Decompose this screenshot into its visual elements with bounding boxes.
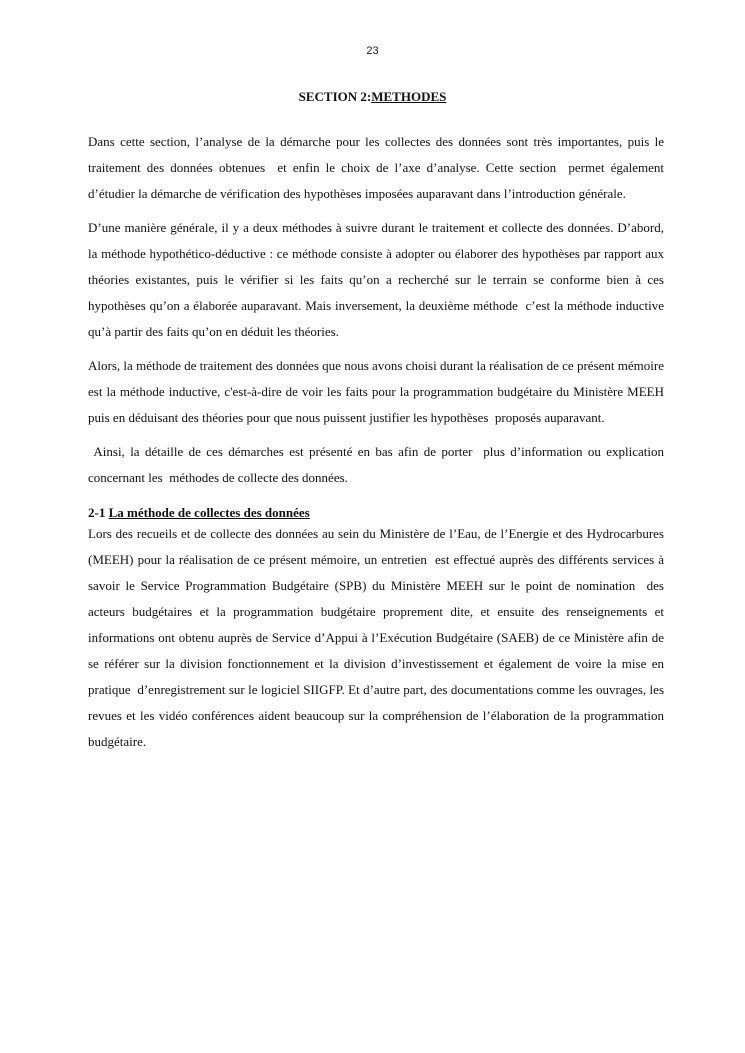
paragraph-chosen-method: Alors, la méthode de traitement des données que nous avons choisi durant la réalisation de ce présent mémoire est la méthode inductive, c'est-à-dire de voir les faits pour la programmation budgétaire du Ministère MEEH puis en déduisant des théories pour que nous puissent justifier les hypothèses proposés auparavant. <box>88 358 668 425</box>
subsection-number: 2-1 <box>88 505 109 520</box>
subsection-title: La méthode de collectes des données <box>108 505 310 520</box>
page-number: 23 <box>366 45 379 57</box>
paragraph-methods: D’une manière générale, il y a deux méthodes à suivre durant le traitement et collecte des données. D’abord, la méthode hypothético-déductive : ce méthode consiste à adopter ou élaborer des hypothèses par rapport aux théories existantes, puis le vérifier si les faits qu’on a recherché sur le terrain se conforme bien à ces hypothèses qu’on a élaborée auparavant. Mais inversement, la deuxième méthode c’est la méthode inductive qu’à partir des faits qu’on en déduit les théories. <box>88 220 668 339</box>
section-title-prefix: SECTION 2: <box>298 89 372 104</box>
section-title <box>0 89 745 105</box>
paragraph-intro: Dans cette section, l’analyse de la démarche pour les collectes des données sont très importantes, puis le traitement des données obtenues et enfin le choix de l’axe d’analyse. Cette section permet également d’étudier la démarche de vérification des hypothèses imposées auparavant dans l’introduction générale. <box>88 134 668 201</box>
paragraph-data-collection: Lors des recueils et de collecte des données au sein du Ministère de l’Eau, de l’Energie et des Hydrocarbures (MEEH) pour la réalisation de ce présent mémoire, un entretien est effectué auprès des différents services à savoir le Service Programmation Budgétaire (SPB) du Ministère MEEH sur le point de nomination des acteurs budgétaires et la programmation budgétaire proprement dite, et ensuite des renseignements et informations ont obtenu auprès de Service d’Appui à l’Exécution Budgétaire (SAEB) de ce Ministère afin de se référer sur la division fonctionnement et la division d’investissement et également de voire la mise en pratique d’enregistrement sur le logiciel SIIGFP. Et d’autre part, des documentations comme les ouvrages, les revues et les vidéo conférences aident beaucoup sur la compréhension de l’élaboration de la programmation budgétaire. <box>88 526 668 749</box>
document-body <box>88 129 668 763</box>
section-title-text: METHODES <box>371 89 447 104</box>
paragraph-details: Ainsi, la détaille de ces démarches est présenté en bas afin de porter plus d’information ou explication concernant les méthodes de collecte des données. <box>88 444 668 485</box>
subsection-heading <box>88 505 664 521</box>
